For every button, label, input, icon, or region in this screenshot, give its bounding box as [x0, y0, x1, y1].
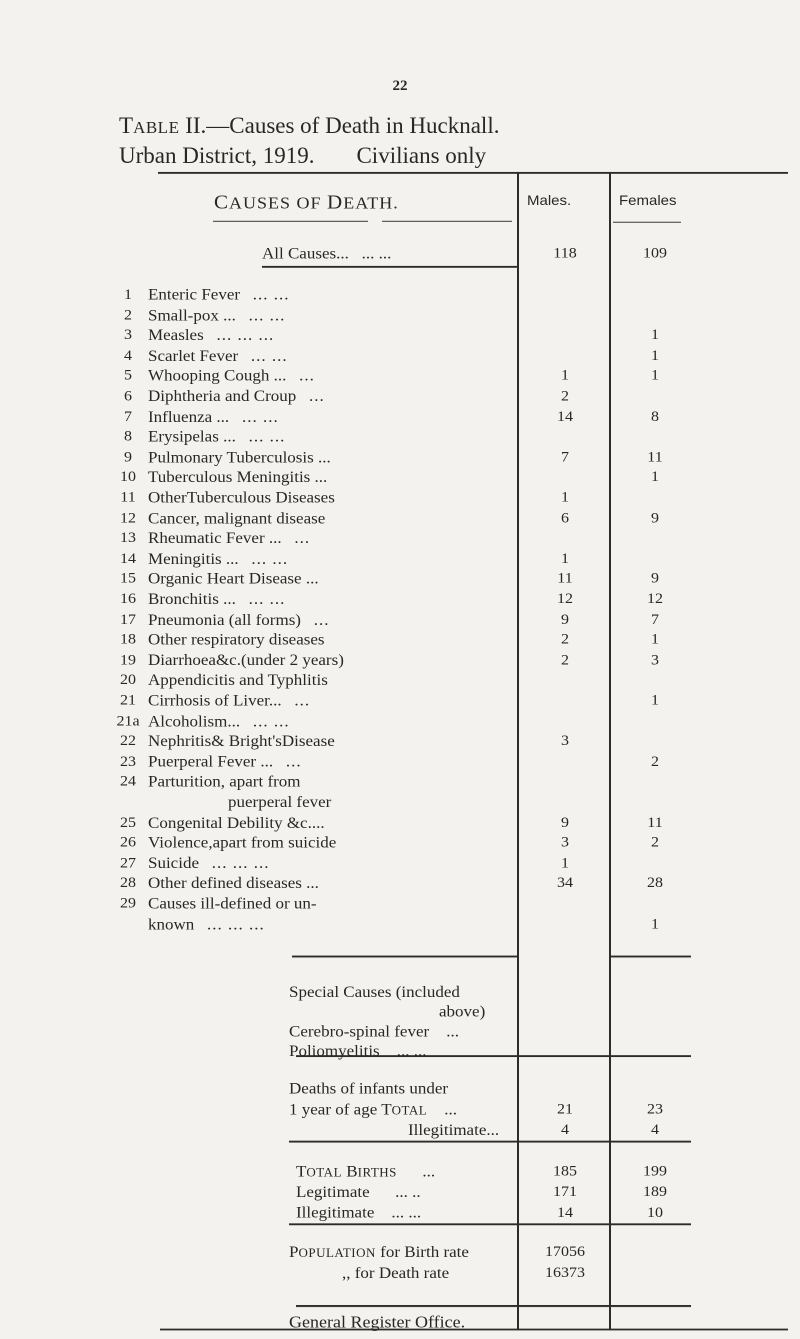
cause-number: 3: [124, 326, 132, 343]
leader-dots: ... ...: [241, 407, 279, 426]
special-poliomyelitis: Poliomyelitis ... ...: [289, 1042, 427, 1060]
population-birth-rate-value: 17056: [545, 1244, 585, 1261]
special-rule-females: [609, 956, 691, 957]
all-causes-rule: [262, 266, 517, 267]
cause-number: 1: [124, 286, 132, 303]
all-causes-males: 118: [553, 245, 577, 262]
leader-dots: ... ... ...: [211, 854, 270, 872]
cause-label: OtherTuberculous Diseases: [148, 488, 335, 507]
cause-label: Puerperal Fever ... ...: [148, 752, 302, 771]
births-illegitimate-label: Illegitimate ... ...: [296, 1203, 422, 1222]
cause-label: Cirrhosis of Liver... ...: [148, 691, 311, 710]
population-death-rate-value: 16373: [545, 1264, 585, 1281]
cause-label: known ... ... ...: [148, 915, 265, 934]
cause-label: Bronchitis ... ... ...: [148, 590, 286, 608]
leader-dots: ... ...: [252, 285, 290, 304]
cause-label: Pneumonia (all forms) ...: [148, 610, 330, 629]
leader-dots: ... ...: [248, 590, 286, 608]
title-line-1: TABLE II.—Causes of Death in Hucknall.: [119, 113, 500, 138]
cause-label: Causes ill-defined or un-: [148, 894, 317, 913]
cause-females: 28: [647, 874, 663, 891]
cause-label: Scarlet Fever ... ...: [148, 346, 288, 365]
cause-males: 3: [561, 834, 569, 851]
leader-dots: ... ...: [252, 712, 290, 731]
cause-males: 6: [561, 510, 569, 527]
cause-number: 16: [120, 591, 136, 607]
cause-number: 19: [120, 652, 136, 669]
cause-females: 3: [651, 652, 659, 669]
cause-females: 2: [651, 834, 659, 851]
cause-males: 9: [561, 611, 569, 628]
cause-number: 27: [120, 855, 136, 872]
cause-females: 1: [651, 326, 659, 343]
cause-number: 12: [120, 510, 136, 527]
cause-males: 11: [557, 570, 573, 587]
cause-label: Other defined diseases ...: [148, 873, 319, 892]
leader-dots: ... ... ...: [207, 915, 265, 934]
cause-number: 18: [120, 631, 136, 648]
header-underline-left: [213, 221, 368, 222]
header-underline-right: [382, 221, 512, 222]
births-legitimate-males: 171: [553, 1183, 577, 1200]
title-line-2: Urban District, 1919. Civilians only: [119, 143, 487, 168]
cause-number: 24: [120, 773, 136, 790]
all-causes-females: 109: [643, 245, 667, 262]
cause-females: 1: [651, 367, 659, 384]
females-header-underline: [613, 222, 681, 223]
cause-label: Violence,apart from suicide: [148, 833, 337, 852]
cause-label: Diarrhoea&c.(under 2 years): [148, 651, 344, 669]
cause-number: 25: [120, 814, 136, 831]
cause-number: 14: [120, 550, 136, 567]
infants-total-label: 1 year of age TOTAL ...: [289, 1100, 457, 1119]
column-divider-2: [609, 172, 611, 1330]
population-rule-top: [289, 1223, 691, 1224]
cause-number: 8: [124, 428, 132, 445]
cause-label: Suicide ... ... ...: [148, 854, 270, 872]
cause-males: 2: [561, 388, 569, 405]
cause-females: 2: [651, 753, 659, 770]
cause-males: 14: [557, 408, 573, 425]
infants-illegitimate-males: 4: [561, 1121, 569, 1138]
cause-label: Organic Heart Disease ...: [148, 569, 319, 588]
cause-females: 9: [651, 510, 659, 527]
leader-dots: ... ... ...: [216, 326, 275, 344]
infants-total-females: 23: [647, 1101, 663, 1118]
leader-dots: ...: [299, 366, 315, 385]
all-causes-label: All Causes... ... ...: [262, 244, 392, 263]
births-legitimate-females: 189: [643, 1183, 667, 1200]
cause-label: Nephritis& Bright'sDisease: [148, 731, 335, 750]
leader-dots: ...: [309, 387, 325, 405]
cause-label: Appendicitis and Typhlitis: [148, 670, 328, 689]
cause-label: Enteric Fever ... ...: [148, 285, 290, 304]
cause-females: 11: [647, 814, 663, 831]
cause-label: Pulmonary Tuberculosis ...: [148, 448, 331, 467]
special-rule-top: [292, 956, 517, 957]
cause-label: Other respiratory diseases: [148, 630, 325, 649]
cause-number: 29: [120, 895, 136, 912]
births-legitimate-label: Legitimate ... ..: [296, 1182, 421, 1201]
cause-males: 7: [561, 449, 569, 466]
cause-number: 17: [120, 611, 136, 628]
cause-females: 12: [647, 591, 663, 607]
cause-number: 21a: [116, 713, 140, 730]
cause-number: 6: [124, 388, 132, 405]
header-causes-of-death: CAUSES OF DEATH.: [214, 190, 399, 214]
births-illegitimate-males: 14: [557, 1204, 573, 1221]
cause-number: 26: [120, 834, 136, 851]
leader-dots: ...: [285, 752, 302, 771]
cause-females: 1: [651, 631, 659, 648]
leader-dots: ...: [313, 610, 330, 629]
cause-label: Alcoholism... ... ...: [148, 712, 290, 731]
cause-females: 8: [651, 408, 659, 425]
cause-males: 3: [561, 732, 569, 749]
total-births-label: TOTAL BIRTHS ...: [296, 1162, 436, 1181]
cause-number: 4: [124, 347, 132, 364]
cause-number: 15: [120, 570, 136, 587]
infants-illegitimate-females: 4: [651, 1121, 659, 1138]
cause-number: 28: [120, 874, 136, 891]
cause-females: 1: [651, 692, 659, 709]
special-causes-line-1: Special Causes (included: [289, 982, 460, 1001]
cause-number: 5: [124, 367, 132, 384]
cause-label: Measles ... ... ...: [148, 326, 275, 344]
cause-number: 13: [120, 529, 136, 546]
cause-label: Cancer, malignant disease: [148, 509, 326, 528]
cause-females: 11: [647, 449, 663, 466]
population-birth-rate-label: POPULATION for Birth rate: [289, 1243, 469, 1261]
leader-dots: ... ...: [251, 549, 289, 568]
infants-illegitimate-label: Illegitimate...: [408, 1120, 500, 1139]
cause-number: 21: [120, 692, 136, 709]
column-divider-1: [517, 172, 519, 1330]
footer-source: General Register Office.: [289, 1312, 466, 1332]
cause-males: 1: [561, 489, 569, 506]
leader-dots: ...: [294, 691, 311, 710]
cause-number: 9: [124, 449, 132, 466]
cause-females: 1: [651, 468, 659, 485]
population-death-rate-label: ,, for Death rate: [342, 1263, 450, 1282]
cause-label: puerperal fever: [228, 793, 332, 811]
cause-number: 10: [120, 468, 136, 485]
cause-label: Tuberculous Meningitis ...: [148, 467, 328, 486]
cause-males: 2: [561, 631, 569, 648]
cause-males: 2: [561, 652, 569, 669]
cause-females: 1: [651, 916, 659, 933]
infants-line-1: Deaths of infants under: [289, 1079, 449, 1098]
cause-number: 11: [120, 489, 136, 506]
cause-label: Rheumatic Fever ... ...: [148, 528, 311, 547]
footer-rule-top: [296, 1305, 691, 1306]
leader-dots: ... ...: [248, 427, 286, 446]
cause-number: 2: [124, 307, 132, 324]
cause-number: 7: [124, 408, 132, 425]
cause-males: 1: [561, 367, 569, 384]
top-rule: [158, 172, 788, 173]
cause-females: 7: [651, 611, 659, 628]
births-illegitimate-females: 10: [647, 1204, 663, 1221]
cause-label: Small-pox ... ... ...: [148, 306, 286, 325]
header-males: Males.: [527, 192, 572, 209]
special-cerebro-spinal: Cerebro-spinal fever ...: [289, 1022, 459, 1041]
cause-label: Influenza ... ... ...: [148, 407, 279, 426]
cause-females: 1: [651, 347, 659, 364]
cause-label: Erysipelas ... ... ...: [148, 427, 286, 446]
cause-males: 1: [561, 550, 569, 567]
cause-label: Congenital Debility &c....: [148, 813, 325, 832]
cause-number: 20: [120, 671, 136, 688]
leader-dots: ...: [294, 528, 311, 547]
infants-total-males: 21: [557, 1101, 573, 1118]
births-rule-top: [289, 1141, 691, 1142]
cause-label: Whooping Cough ... ...: [148, 366, 315, 385]
cause-number: 22: [120, 732, 136, 749]
cause-males: 9: [561, 814, 569, 831]
cause-label: Parturition, apart from: [148, 772, 301, 791]
cause-label: Meningitis ... ... ...: [148, 549, 289, 568]
page-number: 22: [392, 78, 408, 94]
leader-dots: ... ...: [248, 306, 286, 325]
cause-males: 12: [557, 591, 573, 607]
total-births-males: 185: [553, 1163, 577, 1180]
cause-number: 23: [120, 753, 136, 770]
special-causes-line-2: above): [439, 1002, 486, 1021]
cause-males: 34: [557, 874, 573, 891]
leader-dots: ... ...: [250, 346, 288, 365]
header-females: Females: [619, 192, 677, 209]
cause-females: 9: [651, 570, 659, 587]
total-births-females: 199: [643, 1163, 667, 1180]
cause-label: Diphtheria and Croup ...: [148, 387, 325, 405]
bottom-rule: [160, 1329, 788, 1330]
cause-males: 1: [561, 855, 569, 872]
